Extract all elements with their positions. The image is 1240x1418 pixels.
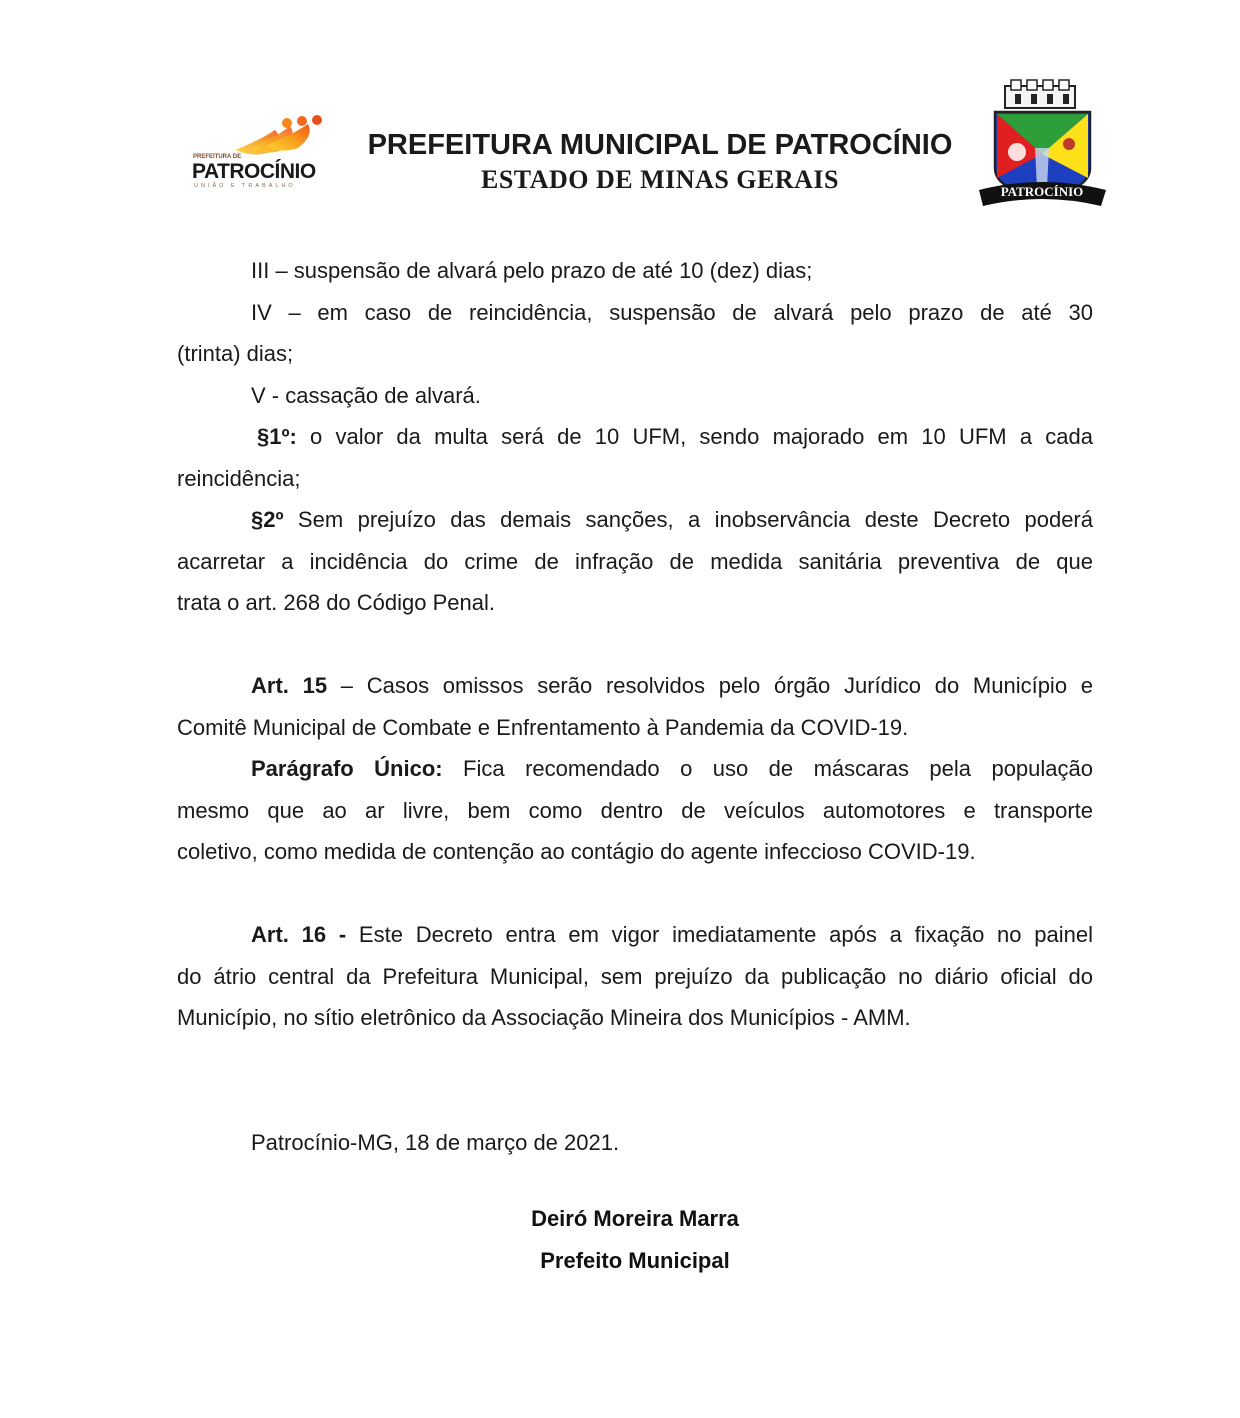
item-v: V - cassação de alvará. <box>251 382 481 408</box>
logo-tagline-text: UNIÃO E TRABALHO <box>194 183 296 189</box>
coat-of-arms-emblem <box>975 78 1110 218</box>
paragraph-1-label: §1º: <box>257 424 297 449</box>
paragrafo-unico-line: coletivo, como medida de contenção ao contágio do agente infeccioso COVID-19. <box>177 839 976 864</box>
article-15-text: – Casos omissos serão resolvidos pelo órgão Jurídico do Município e <box>327 673 1093 698</box>
paragraph-2-line <box>177 499 1093 541</box>
article-16-label: Art. 16 - <box>251 922 347 947</box>
place-date: Patrocínio-MG, 18 de março de 2021. <box>251 1129 620 1155</box>
item-iii: III – suspensão de alvará pelo prazo de até 10 (dez) dias; <box>251 258 813 283</box>
paragrafo-unico-line: mesmo que ao ar livre, bem como dentro de veículos automotores e transporte <box>177 797 1093 823</box>
paragraph-1-text: o valor da multa será de 10 UFM, sendo majorado em 10 UFM a cada <box>296 424 1093 449</box>
article-16-line: Município, no sítio eletrônico da Associação Mineira dos Municípios - AMM. <box>177 1005 911 1030</box>
paragrafo-unico-line <box>177 748 1093 790</box>
paragraph-2-label: §2º <box>251 507 284 532</box>
article-16-line: do átrio central da Prefeitura Municipal, sem prejuízo da publicação no diário oficial do <box>177 963 1093 989</box>
page-subtitle: ESTADO DE MINAS GERAIS <box>481 165 839 194</box>
paragraph-2-line: acarretar a incidência do crime de infração de medida sanitária preventiva de que <box>177 548 1093 574</box>
article-16-line <box>177 914 1093 956</box>
article-15-label: Art. 15 <box>251 673 328 698</box>
article-15-line: Comitê Municipal de Combate e Enfrentamento à Pandemia da COVID-19. <box>177 714 909 740</box>
item-iv-line: (trinta) dias; <box>177 341 294 366</box>
patrocinio-logo <box>190 110 335 190</box>
paragrafo-unico-text: Fica recomendado o uso de máscaras pela população <box>442 756 1093 781</box>
paragraph-1-line <box>177 416 1093 458</box>
document-body <box>177 250 1093 1163</box>
paragrafo-unico-label: Parágrafo Único: <box>251 756 443 781</box>
article-16-text: Este Decreto entra em vigor imediatamente após a fixação no painel <box>346 922 1093 947</box>
paragraph-2-text: Sem prejuízo das demais sanções, a inobservância deste Decreto poderá <box>283 507 1093 532</box>
signatory-role: Prefeito Municipal <box>540 1248 730 1273</box>
article-15-line <box>177 665 1093 707</box>
signatory-name: Deiró Moreira Marra <box>531 1206 739 1231</box>
paragraph-1-line: reincidência; <box>177 465 301 491</box>
page-title: PREFEITURA MUNICIPAL DE PATROCÍNIO <box>367 129 953 161</box>
item-iv-line: IV – em caso de reincidência, suspensão de alvará pelo prazo de até 30 <box>251 299 1093 325</box>
coat-of-arms-banner-text: PATROCÍNIO <box>1000 184 1084 199</box>
logo-top-text: PREFEITURA DE <box>193 154 242 160</box>
logo-name-text: PATROCÍNIO <box>192 160 316 183</box>
paragraph-2-line: trata o art. 268 do Código Penal. <box>177 590 495 615</box>
